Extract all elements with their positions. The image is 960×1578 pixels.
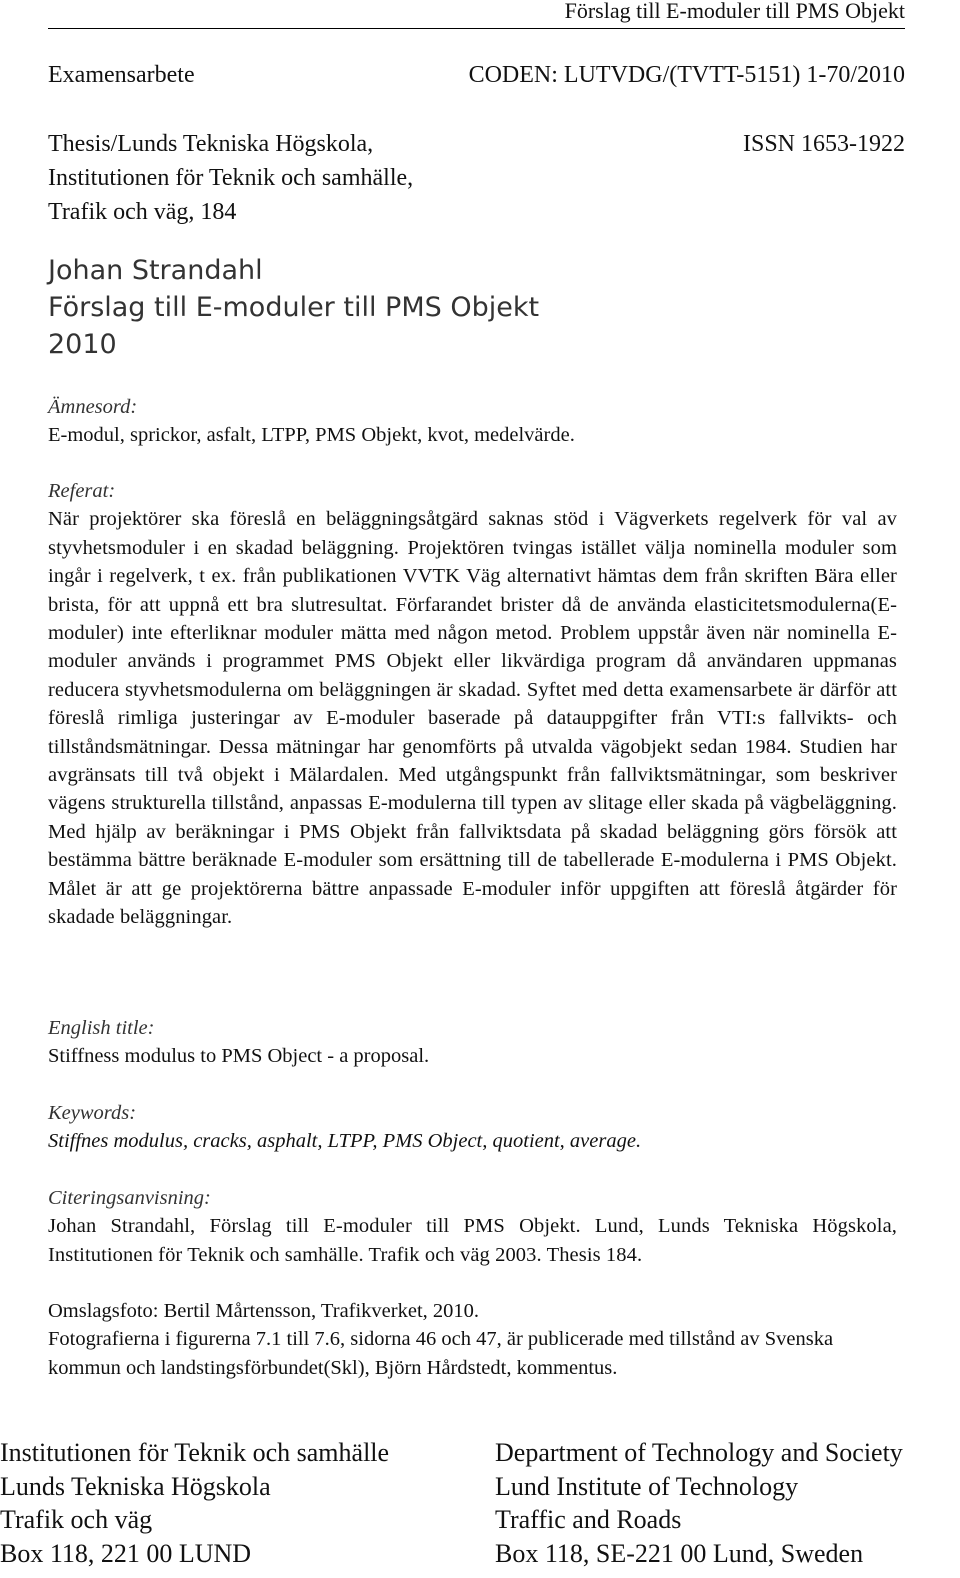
- author-block: [48, 252, 539, 363]
- footer-line: Box 118, SE-221 00 Lund, Sweden: [495, 1538, 864, 1568]
- citation-text: Johan Strandahl, Förslag till E-moduler till PMS Objekt. Lund, Lunds Tekniska Högskola, Institutionen för Teknik och samhälle. Trafik och väg 2003. Thesis 184.: [48, 1215, 897, 1266]
- amnesord-text: E-modul, sprickor, asfalt, LTPP, PMS Objekt, kvot, medelvärde.: [48, 424, 575, 447]
- header-rule: [48, 28, 905, 29]
- english-title-section: [48, 1014, 897, 1071]
- photo-credits-section: [48, 1297, 897, 1382]
- footer-line: Traffic and Roads: [495, 1505, 682, 1534]
- footer-line: Trafik och väg: [0, 1505, 153, 1534]
- footer-line: Department of Technology and Society: [495, 1438, 903, 1467]
- english-title-label: English title:: [48, 1017, 155, 1039]
- issn: ISSN 1653-1922: [742, 131, 905, 157]
- footer-line: Box 118, 221 00 LUND: [0, 1538, 252, 1568]
- thesis-title: Förslag till E-moduler till PMS Objekt: [48, 292, 540, 323]
- examensarbete-label: Examensarbete: [48, 62, 195, 88]
- footer-line: Institutionen för Teknik och samhälle: [0, 1438, 390, 1467]
- english-title-text: Stiffness modulus to PMS Object - a proposal.: [48, 1045, 430, 1068]
- keywords-label: Keywords:: [48, 1102, 137, 1124]
- figure-photo-credit: Fotografierna i figurerna 7.1 till 7.6, sidorna 46 och 47, är publicerade med tillstånd av Svenska kommun och landstingsförbundet(Skl), Björn Hårdstedt, kommentus.: [48, 1328, 834, 1379]
- citation-label: Citeringsanvisning:: [48, 1187, 211, 1209]
- running-header: Förslag till E-moduler till PMS Objekt: [564, 0, 905, 23]
- referat-text: När projektörer ska föreslå en beläggningsåtgärd saknas stöd i Vägverkets regelverk för val av styvhetsmoduler i en skadad beläggning. Projektören tvingas istället välja nominella moduler som ingår i regelverk, t ex. från publikationen VVTK Väg alternativt hämtas dem från skriften Bära eller brista, för att uppnå ett bra slutresultat. Förfarandet brister då de använda elasticitetsmodulerna(E-moduler) inte efterliknar moduler mätta med någon metod. Problem uppstår även när nominella E-moduler används i programmet PMS Objekt eller likvärdiga program då användaren uppmanas reducera styvhetsmodulerna om beläggningen är skadad. Syftet med detta examensarbete är därför att föreslå rimliga justeringar av E-moduler baserade på datauppgifter från VTI:s fallvikts- och tillståndsmätningar. Dessa mätningar har genomförts på utvalda vägobjekt sedan 1984. Studien har avgränsats till två objekt i Mälardalen. Med utgångspunkt från fallviktsmätningar, som beskriver vägens strukturella tillstånd, anpassas E-modulerna till typen av slitage eller skada på vägbeläggning. Med hjälp av beräkningar i PMS Objekt från fallviktsdata på skadad beläggning görs försök att bestämma bättre beräknade E-moduler som ersättning till de tabellerade E-modulerna i PMS Objekt. Målet är att ge projektörerna bättre anpassade E-moduler inför uppgiften att föreslå åtgärder för skadade beläggningar.: [48, 508, 897, 929]
- examensarbete-row: [48, 59, 905, 91]
- thesis-year: 2010: [48, 329, 117, 360]
- institution-line: Trafik och väg, 184: [48, 199, 237, 225]
- amnesord-section: [48, 393, 897, 450]
- coden: CODEN: LUTVDG/(TVTT-5151) 1-70/2010: [468, 62, 905, 88]
- keywords-text: Stiffnes modulus, cracks, asphalt, LTPP, PMS Object, quotient, average.: [48, 1130, 642, 1153]
- footer-line: Lunds Tekniska Högskola: [0, 1471, 271, 1501]
- referat-section: [48, 477, 897, 932]
- citation-section: [48, 1184, 897, 1269]
- footer-line: Lund Institute of Technology: [495, 1471, 799, 1501]
- cover-photo-credit: Omslagsfoto: Bertil Mårtensson, Trafikverket, 2010.: [48, 1300, 480, 1322]
- institution-line: Institutionen för Teknik och samhälle,: [48, 165, 414, 191]
- referat-label: Referat:: [48, 480, 116, 502]
- keywords-section: [48, 1099, 897, 1156]
- footer-english-address: [495, 1436, 903, 1570]
- amnesord-label: Ämnesord:: [48, 396, 138, 418]
- institution-line: Thesis/Lunds Tekniska Högskola,: [48, 131, 374, 157]
- author-name: Johan Strandahl: [48, 255, 263, 286]
- footer-swedish-address: [0, 1436, 389, 1570]
